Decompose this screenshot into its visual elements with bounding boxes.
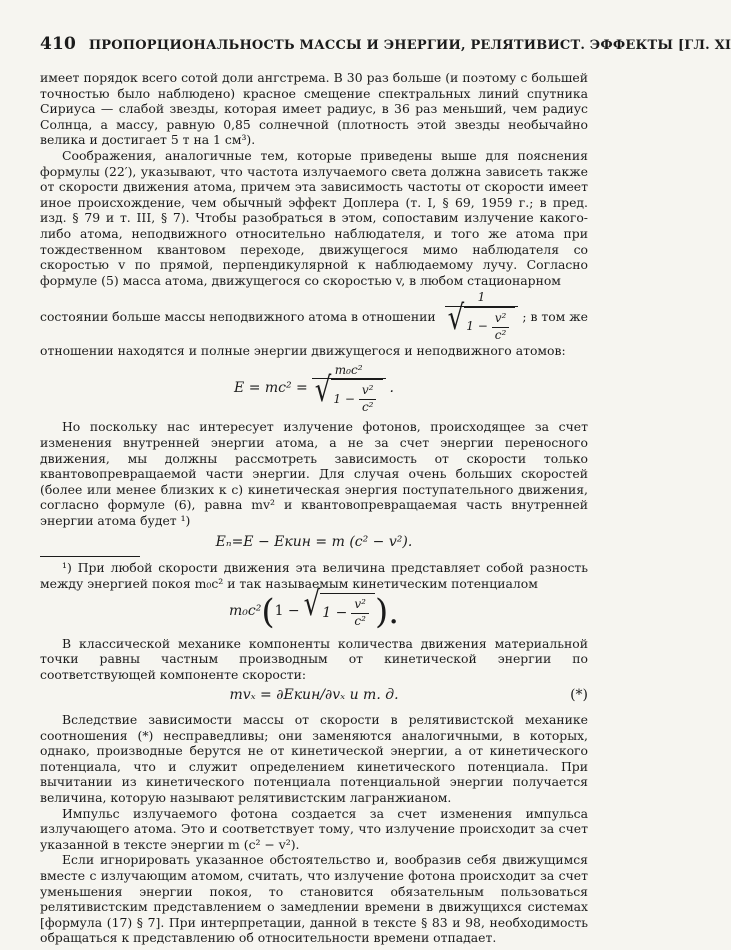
eq3-minus: − bbox=[335, 604, 348, 621]
ratio-line-tail: ; в том же bbox=[522, 308, 588, 324]
paragraph-5: Вследствие зависимости массы от скорости в релятивистской механике соотношения (*) несправедливы; они заменяются аналогичными, в которых, однако, производные берутся не от кинетической энергии, а от кинетического потенциала, что и служит определением кинетического потенциала. При вычитании из кинетического потенциала потенциальной энергии получается величина, которую называют релятивистским лагранжианом. bbox=[40, 711, 588, 805]
running-header bbox=[40, 34, 731, 54]
eq1-c2: c² bbox=[359, 399, 377, 416]
paragraph-4: В классической механике компоненты количества движения материальной точки равны частным производным от кинетической энергии по соответствующей компоненте скорости: bbox=[40, 635, 588, 682]
ratio-fraction: 1 √ 1 − $\frac{\text{v²}}{\text{c²}}$ ; в том же bbox=[441, 290, 588, 343]
equation-kinetic-potential: m₀c² ( 1 − √ 1 − $\frac{\text{v²}}{\text{c²}}$ ). bbox=[228, 585, 400, 632]
text-body bbox=[40, 70, 588, 946]
paragraph-7: Если игнорировать указанное обстоятельство и, вообразив себя движущимся вместе с излучающим атомом, считать, что излучение фотона происходит за счет уменьшения энергии покоя, то становится обязательным пользоваться релятивистским представлением о замедлении времени в движущихся системах [формула (17) § 7]. При интерпретации, данной в тексте § 83 и 98, необходимость обращаться к представлению об относительности времени отпадает. bbox=[40, 852, 588, 946]
eq3-one-minus: 1 − bbox=[274, 602, 300, 619]
eq1-v2: v² bbox=[361, 383, 374, 398]
ratio-line bbox=[40, 290, 588, 343]
eq1-lhs: E = mc² = bbox=[234, 380, 308, 397]
equation-momentum bbox=[40, 688, 588, 704]
eq4: mvₓ = ∂Eкин/∂vₓ и т. д. bbox=[229, 687, 399, 704]
eq2: Eₙ=E − Eкин = m (c² − v²). bbox=[215, 533, 413, 550]
eq4-tag: (*) bbox=[570, 687, 588, 704]
ratio-v2: v² bbox=[494, 310, 507, 325]
ratio-one: 1 bbox=[466, 319, 474, 334]
paragraph-6: Импульс излучаемого фотона создается за счет изменения импульса излучающего атома. Это и соответствует тому, что излучение происходит за счет указанной в тексте энергии m (c² − v²). bbox=[40, 805, 588, 852]
eq3-close: ). bbox=[374, 591, 400, 632]
ratio-line-text: состоянии больше массы неподвижного атома в отношении bbox=[40, 308, 436, 324]
eq1-one: 1 bbox=[333, 391, 342, 406]
eq3-c2: c² bbox=[351, 613, 369, 630]
eq3-one: 1 bbox=[322, 604, 332, 621]
eq1-minus: − bbox=[344, 391, 355, 406]
eq3-prefix: m₀c² bbox=[228, 602, 262, 619]
ratio-c2: c² bbox=[492, 327, 510, 344]
footnote-rule bbox=[40, 556, 140, 557]
eq3-open: ( bbox=[261, 591, 275, 632]
equation-energy: E = mc² = m₀c² √ 1 − $\frac{\text{v²}}{\text{c²}}$ . bbox=[234, 362, 394, 414]
ratio-minus: − bbox=[477, 319, 488, 334]
paragraph-2-end: отношении находятся и полные энергии движущегося и неподвижного атомов: bbox=[40, 343, 566, 359]
paragraph-1: имеет порядок всего сотой доли ангстрема. В 30 раз больше (и поэтому с большей точностью было наблюдено) красное смещение спектральных линий спутника Сириуса — слабой звезды, которая имеет радиус, в 36 раз меньший, чем радиус Солнца, а массу, равную 0,85 солнечной (плотность этой звезды необычайно велика и достигает 5 т на 1 см³). bbox=[40, 70, 588, 148]
eq1-numerator: m₀c² bbox=[334, 362, 363, 377]
eq3-v2: v² bbox=[354, 597, 366, 612]
paragraph-2: Соображения, аналогичные тем, которые приведены выше для пояснения формулы (22′), указывают, что частота излучаемого света должна зависеть также от скорости движения атома, причем эта зависимость частоты от скорости имеет иное происхождение, чем обычный эффект Доплера (т. I, § 69, 1959 г.; в пред. изд. § 79 и т. III, § 7). Чтобы разобраться в этом, сопоставим излучение какого-либо атома, неподвижного относительно наблюдателя, и того же атома при тождественном квантовом переходе, движущегося мимо наблюдателя со скоростью v по прямой, перпендикулярной к наблюдаемому лучу. Согласно формуле (5) масса атома, движущегося со скоростью v, в любом стационарном bbox=[40, 147, 588, 288]
equation-internal-energy bbox=[40, 535, 588, 551]
ratio-numerator: 1 bbox=[477, 290, 486, 305]
paragraph-3: Но поскольку нас интересует излучение фотонов, происходящее за счет изменения внутренней энергии атома, а не за счет энергии переносного движения, мы должны рассмотреть зависимость от скорости только квантовопревращаемой части энергии. Для случая очень больших скоростей (более или менее близких к c) кинетическая энергия поступательного движения, согласно формуле (6), равна mv² и квантовопревращаемая часть внутренней энергии атома будет ¹) bbox=[40, 419, 588, 529]
footnote-1: ¹) При любой скорости движения эта величина представляет собой разность между энергией покоя m₀c² и так называемым кинетическим потенциалом bbox=[40, 560, 588, 591]
page-number: 410 bbox=[40, 34, 77, 54]
header-title: ПРОПОРЦИОНАЛЬНОСТЬ МАССЫ И ЭНЕРГИИ, РЕЛЯТИВИСТ. ЭФФЕКТЫ [ГЛ. XI bbox=[88, 38, 731, 53]
eq1-end: . bbox=[389, 380, 394, 397]
